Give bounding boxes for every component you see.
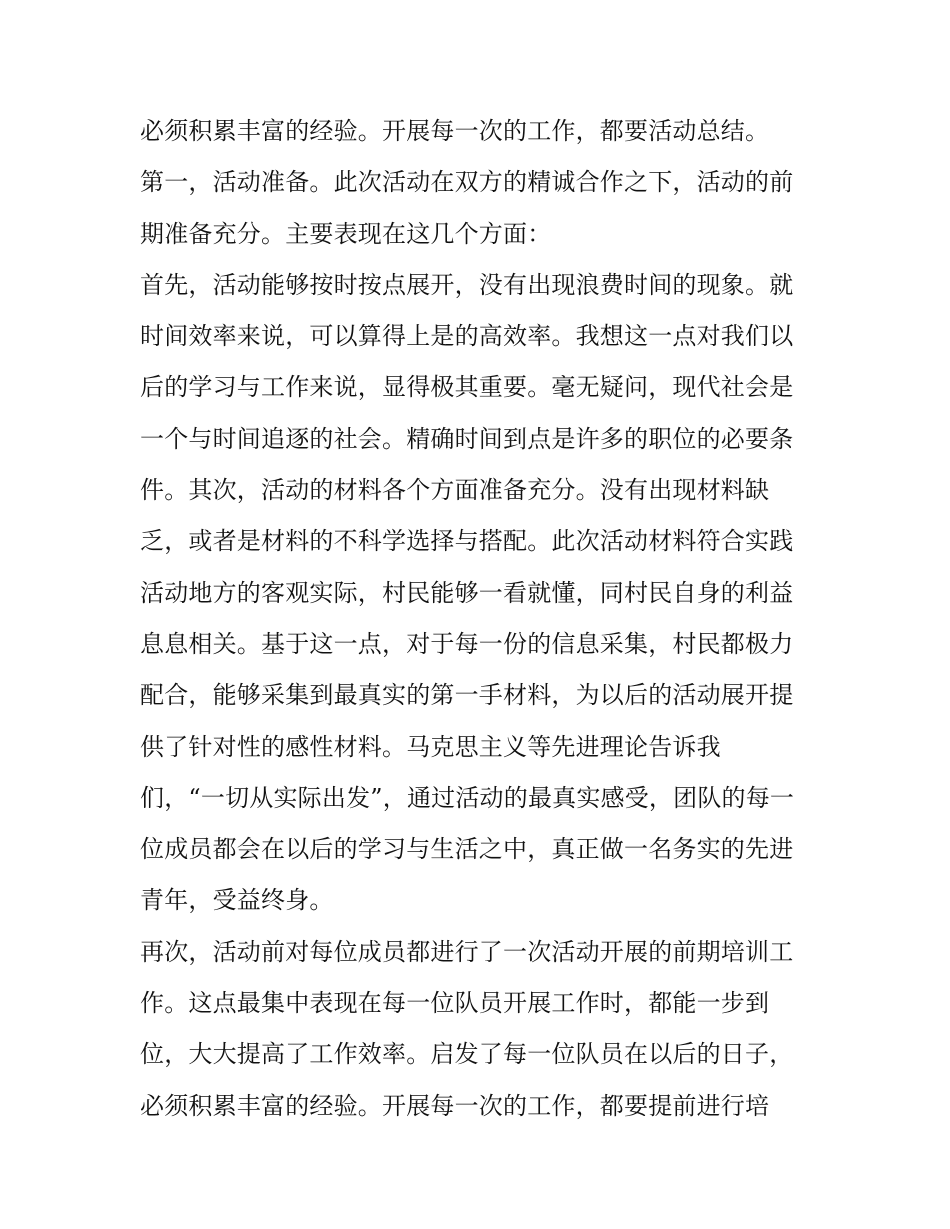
text-line: 息息相关。基于这一点，对于每一份的信息采集，村民都极力 <box>140 629 794 658</box>
text-line: 后的学习与工作来说，显得极其重要。毫无疑问，现代社会是 <box>140 373 794 402</box>
text-line: 件。其次，活动的材料各个方面准备充分。没有出现材料缺 <box>140 476 770 505</box>
text-line: 位成员都会在以后的学习与生活之中，真正做一名务实的先进 <box>140 835 794 864</box>
text-line: 必须积累丰富的经验。开展每一次的工作，都要提前进行培 <box>140 1091 770 1120</box>
text-line: 首先，活动能够按时按点展开，没有出现浪费时间的现象。就 <box>140 270 794 299</box>
text-line: 作。这点最集中表现在每一位队员开展工作时，都能一步到 <box>140 989 770 1018</box>
text-line: 再次，活动前对每位成员都进行了一次活动开展的前期培训工 <box>140 937 794 966</box>
text-line: 乏，或者是材料的不科学选择与搭配。此次活动材料符合实践 <box>140 527 794 556</box>
text-line: 活动地方的客观实际，村民能够一看就懂，同村民自身的利益 <box>140 578 794 607</box>
document-body <box>140 106 820 1132</box>
text-line: 必须积累丰富的经验。开展每一次的工作，都要活动总结。 <box>140 117 770 145</box>
text-line: 第一，活动准备。此次活动在双方的精诚合作之下，活动的前 <box>140 168 794 197</box>
text-line: 供了针对性的感性材料。马克思主义等先进理论告诉我 <box>140 732 721 761</box>
text-line: 期准备充分。主要表现在这几个方面： <box>140 219 552 248</box>
text-line: 青年，受益终身。 <box>140 886 334 915</box>
text-line: 配合，能够采集到最真实的第一手材料，为以后的活动展开提 <box>140 681 794 710</box>
text-line: 一个与时间追逐的社会。精确时间到点是许多的职位的必要条 <box>140 424 794 453</box>
text-line: 位，大大提高了工作效率。启发了每一位队员在以后的日子， <box>140 1040 794 1069</box>
text-line: 时间效率来说，可以算得上是的高效率。我想这一点对我们以 <box>140 322 794 351</box>
text-line: 们，“一切从实际出发”，通过活动的最真实感受，团队的每一 <box>140 783 795 812</box>
